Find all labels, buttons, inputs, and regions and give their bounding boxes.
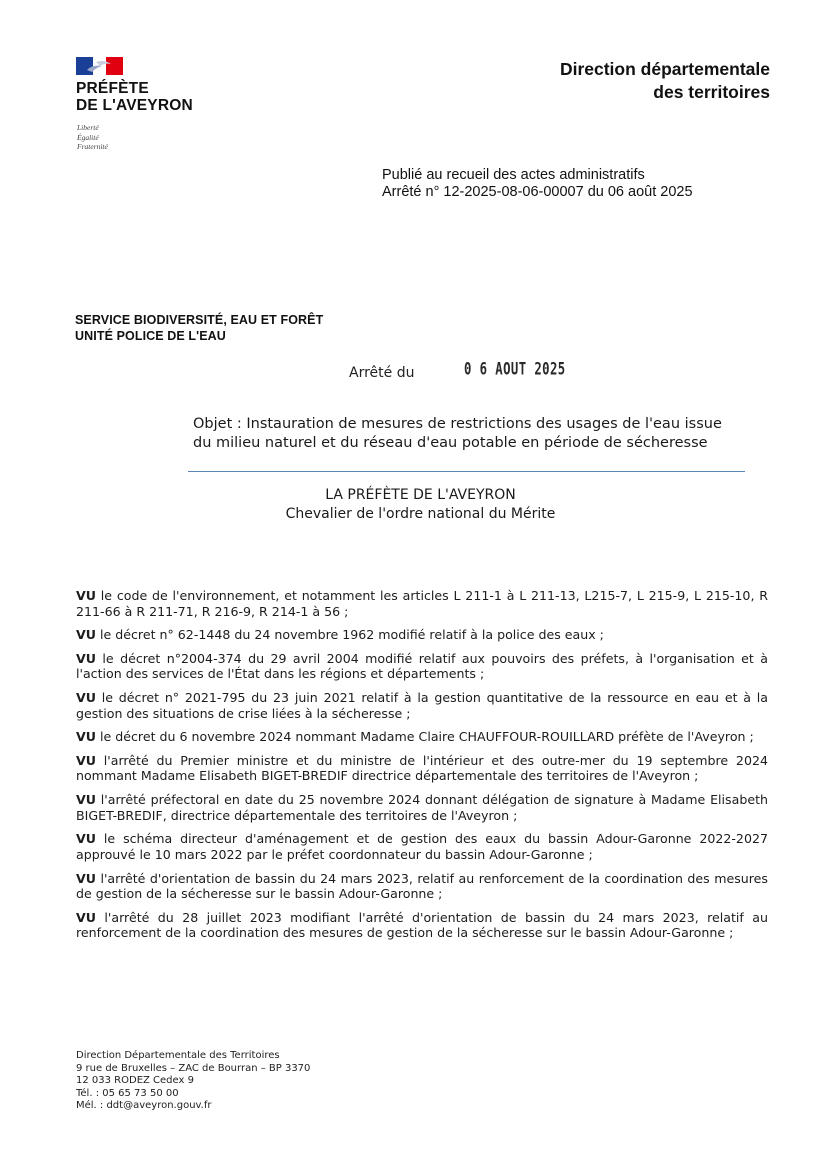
direction-line-2: des territoires xyxy=(653,82,770,102)
visa-item xyxy=(76,831,768,862)
service-line-1: SERVICE BIODIVERSITÉ, EAU ET FORÊT xyxy=(75,313,324,327)
arrete-date-stamp: 0 6 AOUT 2025 xyxy=(464,359,566,379)
visa-item xyxy=(76,910,768,941)
visa-prefix: VU xyxy=(76,792,96,808)
visa-prefix: VU xyxy=(76,650,96,666)
visa-prefix: VU xyxy=(76,690,96,706)
service-line-2: UNITÉ POLICE DE L'EAU xyxy=(75,329,226,343)
prefecture-name-line-1: PRÉFÈTE xyxy=(76,80,149,97)
direction-line-1: Direction départementale xyxy=(559,59,770,79)
visa-prefix: VU xyxy=(76,729,96,745)
visa-text: l'arrêté d'orientation de bassin du 24 mars 2023, relatif au renforcement de la coordination des mesures de gestion de la sécheresse sur le bassin Adour-Garonne ; xyxy=(76,870,768,901)
service-heading xyxy=(75,312,323,344)
footer-phone: Tél. : 05 65 73 50 00 xyxy=(76,1087,179,1099)
publication-line-2: Arrêté n° 12-2025-08-06-00007 du 06 août 2025 xyxy=(382,183,693,200)
visa-item xyxy=(76,651,768,682)
visa-item xyxy=(76,753,768,784)
footer-address xyxy=(76,1050,310,1113)
visa-text: le décret n°2004-374 du 29 avril 2004 modifié relatif aux pouvoirs des préfets, à l'organisation et à l'action des services de l'État dans les régions et départements ; xyxy=(76,650,768,682)
republic-motto xyxy=(77,123,108,152)
publication-notice xyxy=(382,167,693,200)
document-subject xyxy=(193,415,722,453)
visa-prefix: VU xyxy=(76,831,96,847)
visa-prefix: VU xyxy=(76,588,96,603)
visa-item xyxy=(76,588,768,619)
footer-city: 12 033 RODEZ Cedex 9 xyxy=(76,1075,194,1087)
subject-divider xyxy=(188,471,745,472)
marianne-flag-logo xyxy=(76,57,123,75)
issuing-direction xyxy=(560,58,770,104)
visa-prefix: VU xyxy=(76,627,96,643)
visa-text: le code de l'environnement, et notamment les articles L 211-1 à L 211-13, L215-7, L 215-9, L 215-10, R 211-66 à R 211-71, R 216-9, R 214-1 à 56 ; xyxy=(76,588,768,619)
prefet-title xyxy=(0,486,827,524)
footer-organisation: Direction Départementale des Territoires xyxy=(76,1050,280,1061)
visa-item xyxy=(76,627,768,643)
motto-liberte: Liberté xyxy=(77,123,99,132)
subject-line-1: Objet : Instauration de mesures de restrictions des usages de l'eau issue xyxy=(193,416,722,432)
visa-text: le décret du 6 novembre 2024 nommant Madame Claire CHAUFFOUR-ROUILLARD préfète de l'Aveyron ; xyxy=(100,729,754,745)
publication-line-1: Publié au recueil des actes administratifs xyxy=(382,167,645,183)
visas-list xyxy=(76,588,768,949)
arrete-label: Arrêté du xyxy=(349,365,415,381)
visa-text: l'arrêté du Premier ministre et du ministre de l'intérieur et des outre-mer du 19 septembre 2024 nommant Madame Elisabeth BIGET-BREDIF directrice départementale des territoires de l'Aveyron ; xyxy=(76,752,768,784)
visa-item xyxy=(76,792,768,823)
visa-text: le décret n° 2021-795 du 23 juin 2021 relatif à la gestion quantitative de la ressource en eau et à la gestion des situations de crise liées à la sécheresse ; xyxy=(76,690,768,721)
motto-egalite: Égalité xyxy=(77,132,99,142)
prefecture-name-line-2: DE L'AVEYRON xyxy=(76,97,193,114)
visa-text: le schéma directeur d'aménagement et de gestion des eaux du bassin Adour-Garonne 2022-2027 approuvé le 10 mars 2022 par le préfet coordonnateur du bassin Adour-Garonne ; xyxy=(76,831,768,862)
visa-text: l'arrêté préfectoral en date du 25 novembre 2024 donnant délégation de signature à Madame Elisabeth BIGET-BREDIF, directrice départementale des territoires de l'Aveyron ; xyxy=(76,792,768,823)
visa-item xyxy=(76,729,768,745)
visa-text: le décret n° 62-1448 du 24 novembre 1962 modifié relatif à la police des eaux ; xyxy=(100,627,604,643)
visa-prefix: VU xyxy=(76,909,96,925)
prefecture-name xyxy=(76,80,193,114)
footer-email[interactable]: Mél. : ddt@aveyron.gouv.fr xyxy=(76,1100,212,1112)
visa-text: l'arrêté du 28 juillet 2023 modifiant l'arrêté d'orientation de bassin du 24 mars 2023, relatif au renforcement de la coordination des mesures de gestion de la sécheresse sur le bassin Adour-Garonne ; xyxy=(76,909,768,941)
subject-line-2: du milieu naturel et du réseau d'eau potable en période de sécheresse xyxy=(193,435,708,451)
visa-prefix: VU xyxy=(76,870,96,886)
motto-fraternite: Fraternité xyxy=(77,142,108,151)
prefet-title-line-2: Chevalier de l'ordre national du Mérite xyxy=(285,506,556,522)
footer-street: 9 rue de Bruxelles – ZAC de Bourran – BP 3370 xyxy=(76,1062,311,1074)
visa-item xyxy=(76,690,768,721)
visa-item xyxy=(76,871,768,902)
visa-prefix: VU xyxy=(76,752,96,768)
prefet-title-line-1: LA PRÉFÈTE DE L'AVEYRON xyxy=(325,487,516,503)
